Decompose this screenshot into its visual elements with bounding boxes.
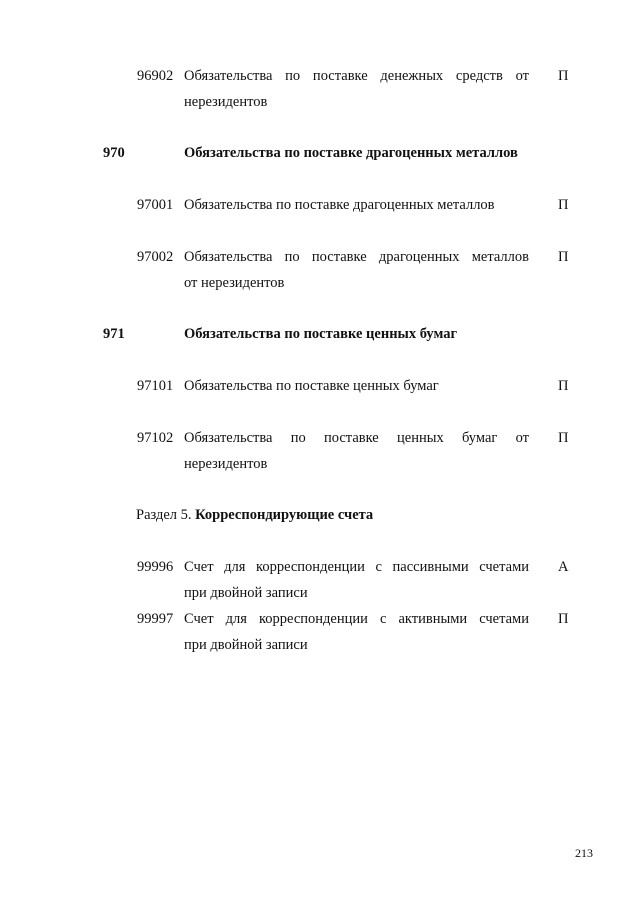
group-code: 970 (103, 145, 125, 161)
account-title-cont: при двойной записи (184, 637, 308, 653)
account-code: 97101 (137, 378, 174, 394)
section-title: Корреспондирующие счета (195, 507, 374, 523)
account-type: А (558, 559, 569, 575)
section-heading (136, 505, 373, 525)
account-title: Обязательства по поставке ценных бумаг (184, 378, 439, 394)
account-title: Обязательства по поставке драгоценных металлов (184, 249, 529, 265)
account-code: 96902 (137, 68, 174, 84)
account-code: 97001 (137, 197, 174, 213)
account-code: 99996 (137, 559, 174, 575)
page-number: 213 (575, 846, 593, 860)
account-title-cont: при двойной записи (184, 585, 308, 601)
account-code: 97102 (137, 430, 174, 446)
group-code: 971 (103, 326, 125, 342)
account-title: Обязательства по поставке ценных бумаг от (184, 430, 529, 446)
account-type: П (558, 430, 569, 446)
group-title: Обязательства по поставке ценных бумаг (184, 326, 458, 342)
account-type: П (558, 611, 569, 627)
account-title-cont: нерезидентов (184, 456, 268, 472)
account-code: 97002 (137, 249, 174, 265)
section-prefix: Раздел 5. (136, 507, 196, 523)
account-type: П (558, 197, 569, 213)
account-type: П (558, 68, 569, 84)
account-title-cont: нерезидентов (184, 94, 268, 110)
account-title: Обязательства по поставке драгоценных металлов (184, 197, 495, 213)
account-title: Обязательства по поставке денежных средств от (184, 68, 529, 84)
account-type: П (558, 249, 569, 265)
account-title: Счет для корреспонденции с пассивными счетами (184, 559, 529, 575)
group-title: Обязательства по поставке драгоценных металлов (184, 145, 518, 161)
account-code: 99997 (137, 611, 174, 627)
account-title: Счет для корреспонденции с активными счетами (184, 611, 529, 627)
account-title-cont: от нерезидентов (184, 275, 285, 291)
account-type: П (558, 378, 569, 394)
